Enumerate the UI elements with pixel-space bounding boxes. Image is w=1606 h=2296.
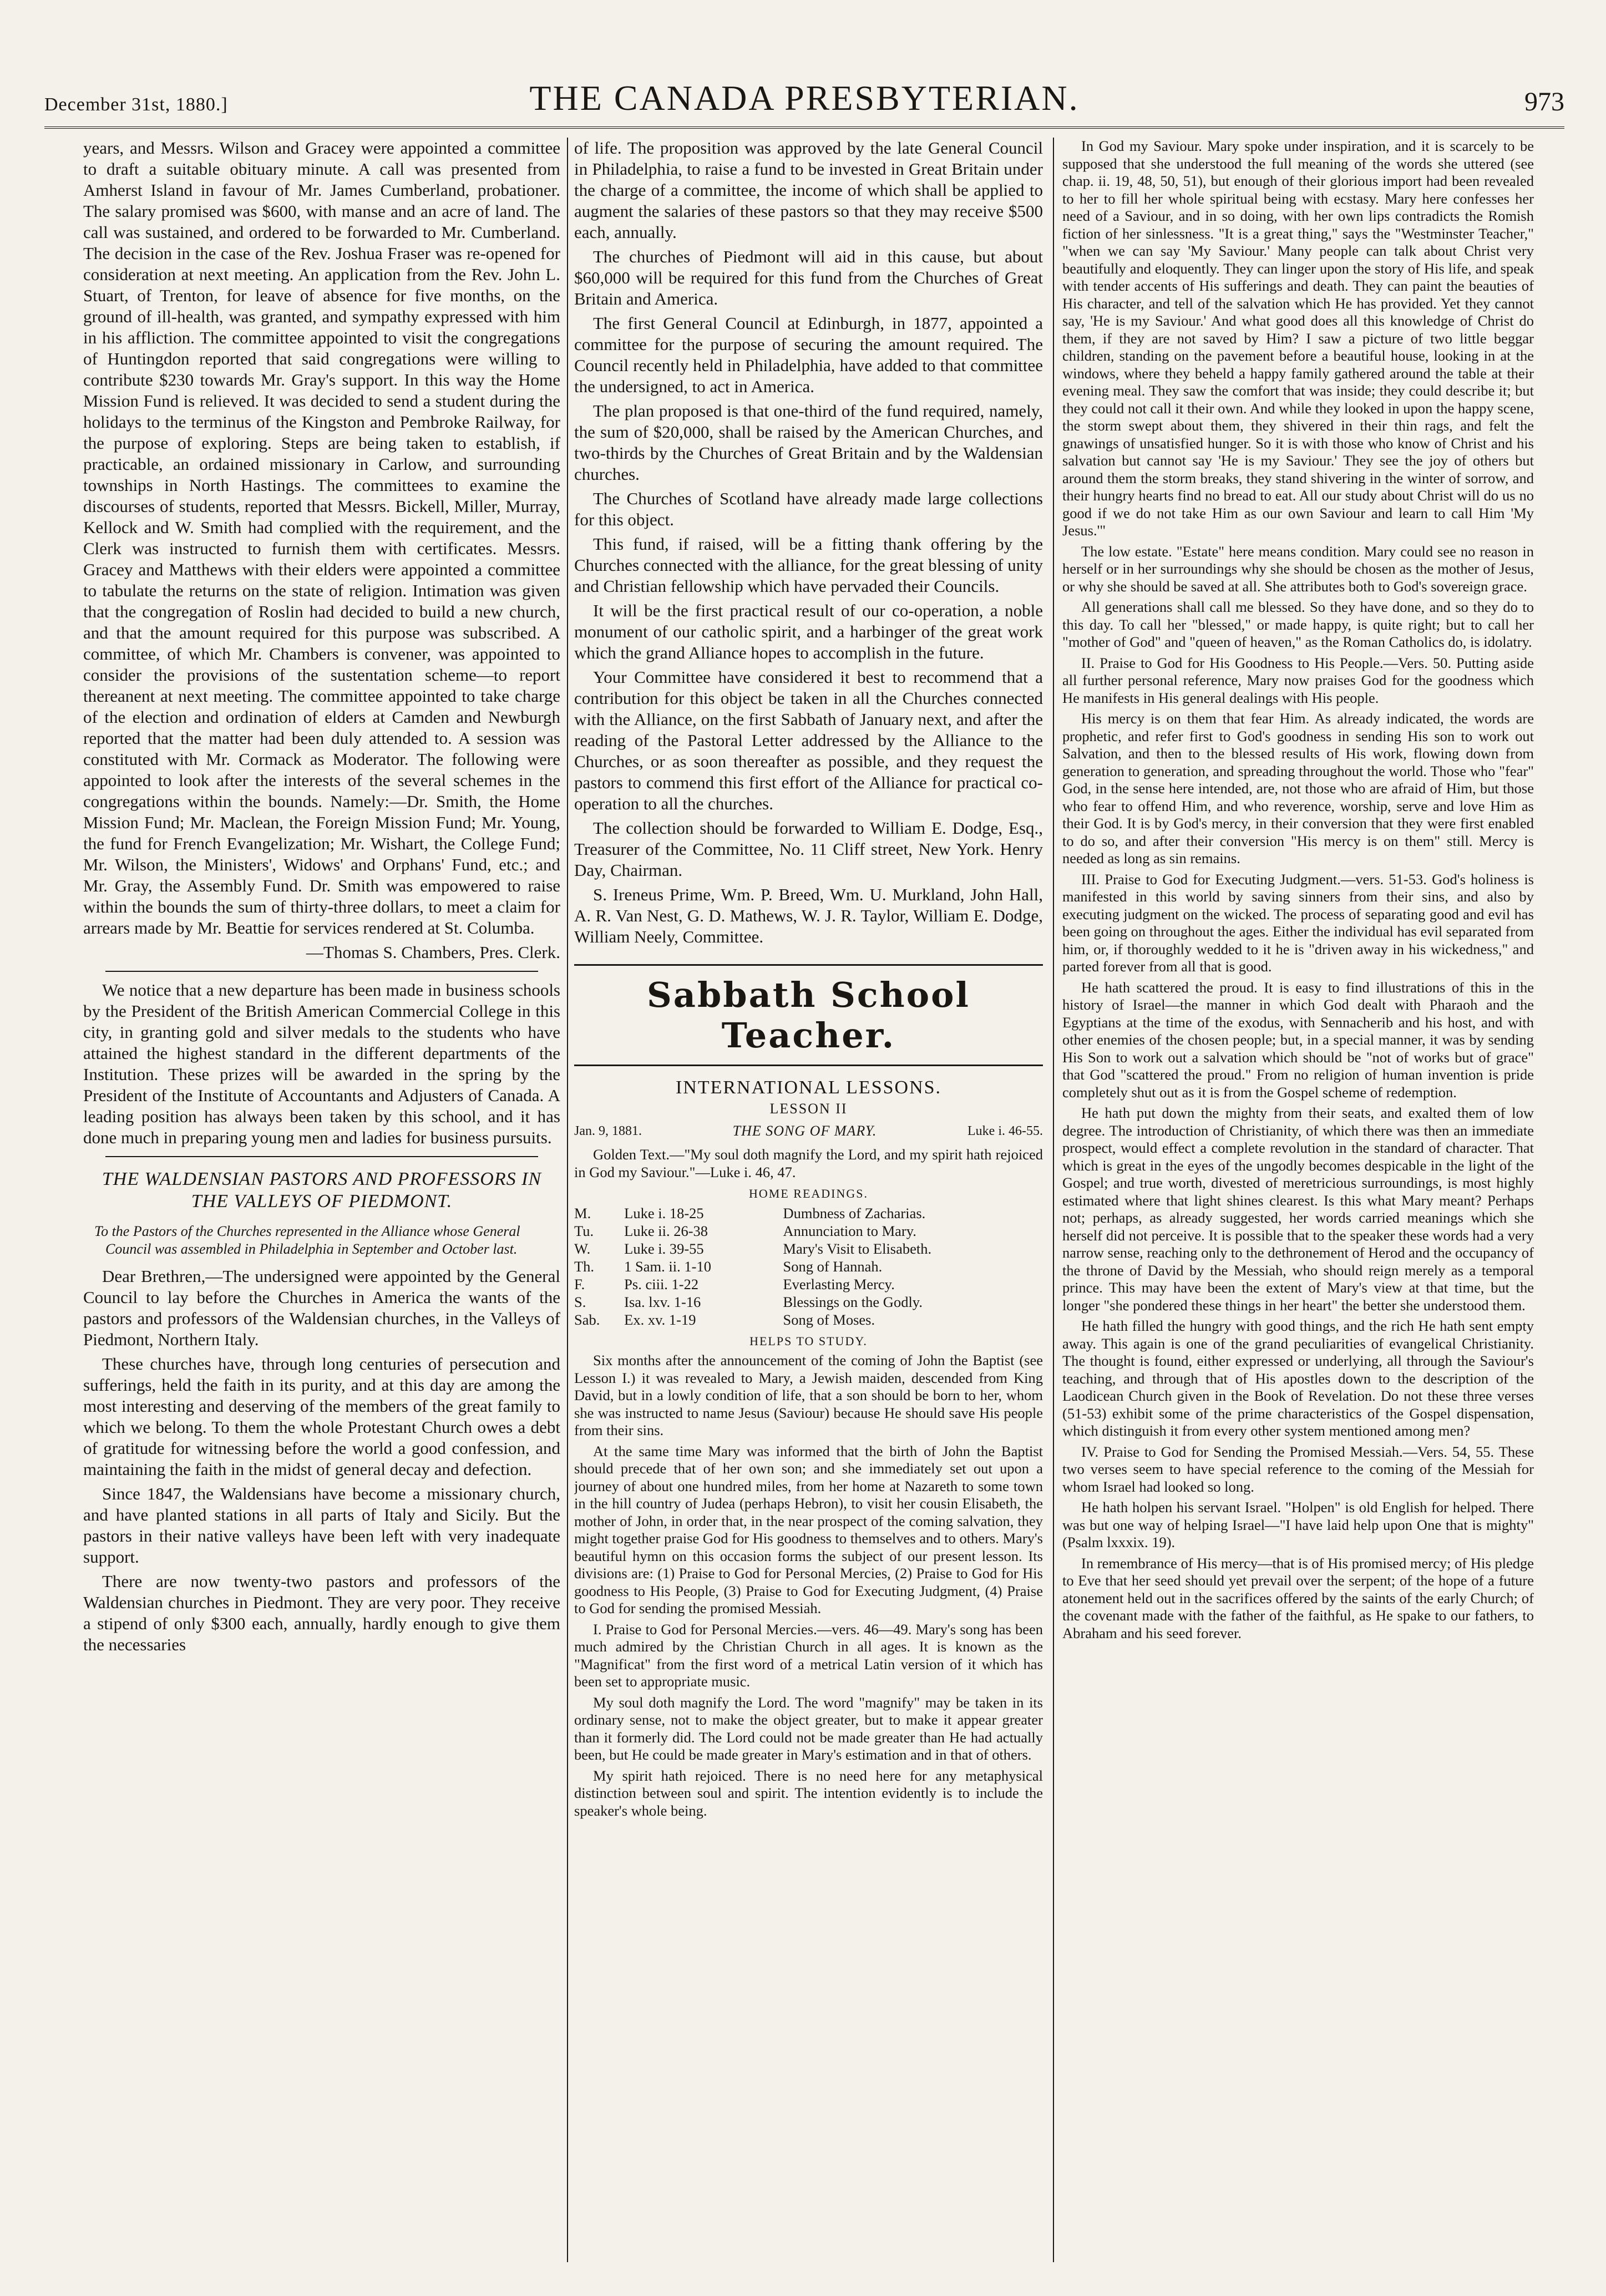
signature: —Thomas S. Chambers, Pres. Clerk. (306, 942, 560, 962)
lesson-paragraph: He hath put down the mighty from their seats, and exalted them of low degree. The introduction of Christianity, of which there was then an immediate prospect, would effect a complete revolution in the standard of character. That which is great in the eyes of the ungodly becomes despicable in the light of the Gospel; and true worth, divested of meretricious surroundings, is most highly estimated where that light shines clearest. Is this what Mary meant? Perhaps not; perhaps, as already suggested, her words carried meanings which she herself did not perceive. It is possible that to the speaker these words had a very narrow sense, reaching only to the dethronement of Herod and the occupancy of the throne of David by the Messiah, who should reign merely as a temporal prince. This may have been the extent of Mary's view at that time, but the longer "she pondered these things in her heart" the better she understood them. (1062, 1104, 1534, 1314)
article-paragraph: The first General Council at Edinburgh, in 1877, appointed a committee for the purpose of securing the amount required. The Council recently held in Philadelphia, have added to that committee the undersigned, to act in America. (574, 313, 1043, 396)
reading-row (574, 1293, 1043, 1311)
reading-title: Mary's Visit to Elisabeth. (783, 1240, 932, 1257)
lesson-number: LESSON II (769, 1101, 848, 1117)
reading-ref: Ps. ciii. 1-22 (624, 1276, 699, 1293)
article-paragraph: This fund, if raised, will be a fitting thank offering by the Churches connected with the alliance, for the great blessing of unity and Christian fellowship which have pervaded their Councils. (574, 534, 1043, 596)
article-paragraph: There are now twenty-two pastors and professors of the Waldensian churches in Piedmont. They are very poor. They receive a stipend of only $300 each, annually, hardly enough to give them the necessaries (83, 1572, 560, 1654)
reading-ref: 1 Sam. ii. 1-10 (624, 1258, 711, 1275)
article-paragraph: Since 1847, the Waldensians have become a missionary church, and have planted stations in all parts of Italy and Sicily. But the pastors in their native valleys have been left with very inadequate support. (83, 1484, 560, 1567)
reading-row (574, 1222, 1043, 1240)
reading-ref: Luke i. 39-55 (624, 1240, 704, 1257)
article-paragraph: It will be the first practical result of our co-operation, a noble monument of our catholic spirit, and a harbinger of the great work which the grand Alliance hopes to accomplish in the future. (574, 601, 1043, 662)
article-address: To the Pastors of the Churches represented in the Alliance whose General Council was assembled in Philadelphia in September and October last. (94, 1223, 520, 1257)
lesson-paragraph: IV. Praise to God for Sending the Promised Messiah.—Vers. 54, 55. These two verses seem to have special reference to the coming of the Messiah for whom Israel had looked so long. (1062, 1443, 1534, 1495)
reading-day: F. (574, 1276, 585, 1293)
reading-row (574, 1258, 1043, 1275)
column-3 (1062, 138, 1534, 2262)
lesson-paragraph: He hath filled the hungry with good things, and the rich He hath sent empty away. This again is one of the grand peculiarities of evangelical Christianity. The thought is found, either expressed or underlying, all through the Saviour's teaching, and through that of His apostles down to the description of the Laodicean Church given in the Book of Revelation. Do not these three verses (51-53) exhibit some of the prime characteristics of the Gospel dispensation, which distinguish it from every other system mentioned among men? (1062, 1317, 1534, 1439)
helps-paragraph: I. Praise to God for Personal Mercies.—vers. 46—49. Mary's song has been much admired by the Christian Church in all ages. It is known as the "Magnificat" from the first word of a metrical Latin version of it which has been set to appropriate music. (574, 1620, 1043, 1690)
presbytery-report: years, and Messrs. Wilson and Gracey were appointed a committee to draft a suitable obituary minute. A call was presented from Amherst Island in favour of Mr. James Cumberland, probationer. The salary promised was $600, with manse and an acre of land. The call was sustained, and ordered to be forwarded to Mr. Cumberland. The decision in the case of the Rev. Joshua Fraser was re-opened for consideration at next meeting. An application from the Rev. John L. Stuart, of Trenton, for leave of absence for five months, on the ground of ill-health, was granted, and sympathy expressed with him in his affliction. The committee appointed to visit the congregations of Huntingdon reported that said congregations were willing to contribute $230 towards Mr. Gray's support. In this way the Home Mission Fund is relieved. It was decided to send a student during the holidays to the terminus of the Kingston and Pembroke Railway, for the purpose of exploring. Steps are being taken to establish, if practicable, an ordained missionary in Carlow, and surrounding townships in North Hastings. The committees to examine the discourses of students, reported that Messrs. Bickell, Miller, Murray, Kellock and W. Smith had complied with the requirement, and the Clerk was instructed to furnish them with certificates. Messrs. Gracey and Matthews with their elders were appointed a committee to tabulate the returns on the state of religion. Intimation was given that the congregation of Roslin had decided to build a new church, and that the amount required for this purpose was subscribed. A committee, of which Mr. Chambers is convener, was appointed to consider the provisions of the sustentation scheme—to report thereanent at next meeting. The committee appointed to take charge of the election and ordination of elders at Camden and Newburgh reported that the matter had been duly attended to. A session was constituted with Mr. Cormack as Moderator. The following were appointed to look after the interests of the several schemes in the congregations within the bounds. Namely:—Dr. Smith, the Home Mission Fund; Mr. Maclean, the Foreign Mission Fund; Mr. Young, the fund for French Evangelization; Mr. Wishart, the College Fund; Mr. Wilson, the Ministers', Widows' and Orphans' Fund, etc.; and Mr. Gray, the Assembly Fund. Dr. Smith was empowered to raise within the bounds the sum of thirty-three dollars, to meet a claim for arrears made by Mr. Beattie for services rendered at St. Columba. (83, 138, 560, 937)
golden-text: Golden Text.—"My soul doth magnify the Lord, and my spirit hath rejoiced in God my Saviour."—Luke i. 46, 47. (574, 1146, 1043, 1180)
lesson-paragraph: He hath scattered the proud. It is easy to find illustrations of this in the history of Israel—the manner in which God dealt with Pharaoh and the Egyptians at the time of the exodus, with Sennacherib and his host, and with other enemies of the chosen people; but, in a special manner, it was by sending His Son to work out a salvation which should be "not of works but of grace" that God "scattered the proud." From no religion of human invention is pride completely shut out as it is from the Gospel scheme of redemption. (1062, 979, 1534, 1101)
lesson-paragraph: In God my Saviour. Mary spoke under inspiration, and it is scarcely to be supposed that she understood the full meaning of the words she uttered (see chap. ii. 19, 48, 50, 51), but enough of their glorious import had been revealed to her to fill her whole spiritual being with ecstasy. Mary here confesses her need of a Saviour, and in so doing, with her own lips contradicts the Romish fiction of her sinlessness. "It is a great thing," says the "Westminster Teacher," "when we can say 'My Saviour.' Many people can talk about Christ very beautifully and eloquently. They can linger upon the story of His life, and speak with tender accents of His sufferings and death. They can paint the beauties of His character, and tell of the salvation which He has provided. Yet they cannot say, 'He is my Saviour.' And what good does all this knowledge of Christ do them, if they are not saved by Him? I saw a picture of two little beggar children, standing on the pavement before a beautiful house, looking in at the windows, where they beheld a happy family gathered around the table at their evening meal. They saw the comfort that was inside; they could describe it; but they could not call it their own. And while they looked in upon the happy scene, the storm swept about them, they shivered in their thin rags, and felt the gnawings of unsatisfied hunger. So it is with those who know of Christ and his salvation but cannot say 'He is my Saviour.' They see the joy of others but around them the storm breaks, they stand shivering in the winter of sorrow, and their hungry hearts find no bread to eat. All our study about Christ will do us no good if we do not take Him as our own Saviour and learn to call Him 'My Jesus.'" (1062, 138, 1534, 539)
helps-paragraph: My spirit hath rejoiced. There is no need here for any metaphysical distinction between soul and spirit. The intention evidently is to include the speaker's whole being. (574, 1767, 1043, 1819)
lesson-paragraph: All generations shall call me blessed. So they have done, and so they do to this day. To call her "blessed," or made happy, is quite right; but to call her "mother of God" and "queen of heaven," as the Roman Catholics do, is idolatry. (1062, 599, 1534, 650)
lesson-paragraph: II. Praise to God for His Goodness to His People.—Vers. 50. Putting aside all further personal reference, Mary now praises God for the goodness which He manifests in His general dealings with His people. (1062, 654, 1534, 706)
article-paragraph: The Churches of Scotland have already made large collections for this object. (574, 489, 1043, 529)
lesson-reference: Luke i. 46-55. (967, 1123, 1043, 1138)
article-paragraph: The collection should be forwarded to William E. Dodge, Esq., Treasurer of the Committee, No. 11 Cliff street, New York. Henry Day, Chairman. (574, 818, 1043, 880)
reading-ref: Luke i. 18-25 (624, 1205, 704, 1222)
helps-paragraph: Six months after the announcement of the coming of John the Baptist (see Lesson I.) it was revealed to Mary, a Jewish maiden, descended from King David, but in a lowly condition of life, that a son should be born to her, whom she was instructed to name Jesus (Saviour) because He should save His people from their sins. (574, 1352, 1043, 1438)
lesson-paragraph: His mercy is on them that fear Him. As already indicated, the words are prophetic, and refer first to God's goodness in sending His son to work out Salvation, and then to the blessed results of His work, flowing down from generation to generation, and spreading throughout the world. Those who "fear" God, in the sense here intended, are, not those who are afraid of Him, but those who fear to offend Him, and who reverence, worship, serve and love Him as their God. It is by God's mercy, in their conversion that they were first enabled to do so, and after their conversion "His mercy is on them" still. Mercy is needed as long as sin remains. (1062, 710, 1534, 866)
lessons-heading: INTERNATIONAL LESSONS. (675, 1077, 942, 1098)
helps-paragraph: At the same time Mary was informed that the birth of John the Baptist should precede that of her own son; and she immediately set out upon a journey of about one hundred miles, from her home at Nazareth to some town in the hill country of Judea (perhaps Hebron), to visit her cousin Elisabeth, the mother of John, in order that, in the near prospect of the coming salvation, they might together praise God for His goodness to themselves and to others. Mary's beautiful hymn on this occasion forms the subject of our present lesson. Its divisions are: (1) Praise to God for Personal Mercies, (2) Praise to God for His goodness to His People, (3) Praise to God for Executing Judgment, (4) Praise to God for sending the promised Messiah. (574, 1442, 1043, 1616)
column-2 (574, 138, 1043, 2262)
lesson-topic: THE SONG OF MARY. (732, 1123, 877, 1139)
newspaper-title: THE CANADA PRESBYTERIAN. (529, 78, 1080, 118)
lesson-paragraph: III. Praise to God for Executing Judgment.—vers. 51-53. God's holiness is manifested in this world by saving sinners from their sins, and also by executing judgment on the wicked. The process of separating good and evil has been going on throughout the ages. Either the individual has evil separated from him, or, if thoroughly wedded to it he is "driven away in his wickedness," and parted forever from all that is good. (1062, 870, 1534, 975)
lesson-header-row (574, 1123, 1043, 1139)
lesson-paragraph: He hath holpen his servant Israel. "Holpen" is old English for helped. There was but one way of helping Israel—"I have laid help upon One that is mighty" (Psalm lxxxix. 19). (1062, 1499, 1534, 1550)
article-heading: THE WALDENSIAN PASTORS AND PROFESSORS IN THE VALLEYS OF PIEDMONT. (102, 1169, 542, 1212)
reading-day: Th. (574, 1258, 595, 1275)
article-paragraph: The churches of Piedmont will aid in this cause, but about $60,000 will be required for this fund from the Churches of Great Britain and America. (574, 247, 1043, 308)
column-rule-2 (1053, 138, 1054, 2262)
column-1 (83, 138, 560, 2262)
home-readings-table (574, 1204, 1043, 1329)
home-readings-title: HOME READINGS. (749, 1187, 868, 1200)
reading-day: W. (574, 1240, 591, 1257)
issue-date: December 31st, 1880.] (44, 94, 228, 115)
reading-row (574, 1240, 1043, 1258)
lesson-paragraph: In remembrance of His mercy—that is of His promised mercy; of His pledge to Eve that her seed should yet prevail over the serpent; of the hope of a future atonement held out in the sacrifices offered by the saints of the early Church; of the covenant made with the father of the faithful, as He spake to our fathers, to Abraham and his seed forever. (1062, 1554, 1534, 1641)
article-paragraph: of life. The proposition was approved by the late General Council in Philadelphia, to raise a fund to be invested in Great Britain under the charge of a committee, the income of which shall be applied to augment the salaries of these pastors so that they may receive $500 each, annually. (574, 138, 1043, 242)
reading-title: Everlasting Mercy. (783, 1276, 895, 1293)
reading-title: Song of Moses. (783, 1311, 875, 1328)
header-rule (44, 126, 1564, 129)
reading-title: Blessings on the Godly. (783, 1294, 923, 1310)
column-rule-1 (567, 138, 568, 2262)
reading-row (574, 1204, 1043, 1222)
reading-day: S. (574, 1294, 586, 1310)
reading-title: Annunciation to Mary. (783, 1223, 916, 1239)
reading-row (574, 1275, 1043, 1293)
article-paragraph: These churches have, through long centuries of persecution and sufferings, held the faith in its purity, and at this day are among the most interesting and deserving of the members of the great family to which we belong. To them the whole Protestant Church owes a debt of gratitude for witnessing before the world a good confession, and maintaining the faith in the midst of general decay and defection. (83, 1354, 560, 1479)
article-paragraph: Your Committee have considered it best to recommend that a contribution for this object be taken in all the Churches connected with the Alliance, on the first Sabbath of January next, and after the reading of the Pastoral Letter addressed by the Alliance to the Churches, or as soon thereafter as possible, and they request the pastors to commend this first effort of the Alliance for practical co-operation to all the churches. (574, 667, 1043, 813)
reading-title: Dumbness of Zacharias. (783, 1205, 926, 1222)
helps-paragraph: My soul doth magnify the Lord. The word "magnify" may be taken in its ordinary sense, not to make the object greater, but to make it appear greater than it formerly did. The Lord could not be made greater than He had actually been, but He could be made greater in Mary's estimation and in that of others. (574, 1694, 1043, 1763)
reading-day: Sab. (574, 1311, 600, 1328)
section-divider (105, 1156, 538, 1157)
reading-row (574, 1311, 1043, 1329)
reading-ref: Isa. lxv. 1-16 (624, 1294, 701, 1310)
department-title: Sabbath School Teacher. (574, 964, 1043, 1066)
section-divider (105, 971, 538, 972)
lesson-date: Jan. 9, 1881. (574, 1123, 642, 1138)
reading-title: Song of Hannah. (783, 1258, 883, 1275)
helps-title: HELPS TO STUDY. (749, 1334, 868, 1348)
committee-list: S. Ireneus Prime, Wm. P. Breed, Wm. U. Murkland, John Hall, A. R. Van Nest, G. D. Mathews, W. J. R. Taylor, William E. Dodge, William Neely, Committee. (574, 885, 1043, 946)
reading-ref: Luke ii. 26-38 (624, 1223, 708, 1239)
reading-day: M. (574, 1205, 591, 1222)
reading-ref: Ex. xv. 1-19 (624, 1311, 696, 1328)
article-paragraph: Dear Brethren,—The undersigned were appointed by the General Council to lay before the Churches in America the wants of the pastors and professors of the Waldensian churches, in the Valleys of Piedmont, Northern Italy. (83, 1266, 560, 1349)
lesson-paragraph: The low estate. "Estate" here means condition. Mary could see no reason in herself or in her surroundings why she should be chosen as the mother of Jesus, or why she should be saved at all. She attributes both to God's sovereign grace. (1062, 543, 1534, 595)
page-number: 973 (1524, 87, 1564, 116)
article-paragraph: The plan proposed is that one-third of the fund required, namely, the sum of $20,000, shall be raised by the American Churches, and two-thirds by the Churches of Great Britain and by the Waldensian churches. (574, 401, 1043, 484)
business-school-notice: We notice that a new departure has been made in business schools by the President of the British American Commercial College in this city, in granting gold and silver medals to the students who have attained the highest standard in the different departments of the Institution. These prizes will be awarded in the spring by the President of the Institute of Accountants and Adjusters of Canada. A leading position has always been taken by this school, and it has done much in preparing young men and ladies for business pursuits. (83, 980, 560, 1147)
reading-day: Tu. (574, 1223, 594, 1239)
page-header (44, 78, 1564, 122)
